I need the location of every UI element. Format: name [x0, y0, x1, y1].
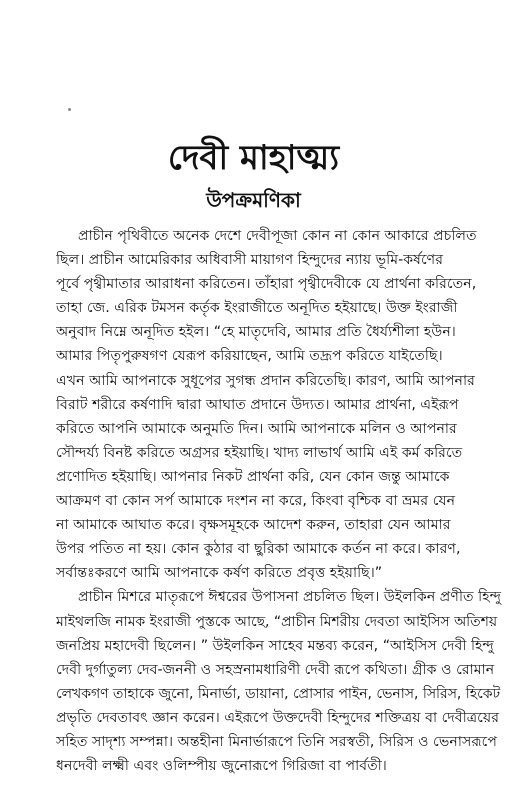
text-line: প্রণোদিত হইয়াছি। আপনার নিকট প্রার্থনা করি, যেন কোন জন্তু আমাকে [56, 468, 450, 485]
text-line: লেখকগণ তাহাকে জুনো, মিনার্ভা, ডায়ানা, প্রোসার পাইন, ভেনাস, সিরিস, হিকেট [56, 685, 501, 702]
text-line: সর্বান্তঃকরণে আমি আপনাকে কর্ষণ করিতে প্রবৃত্ত হইয়াছি।” [56, 565, 383, 582]
text-line: সৌন্দর্য্য বিনষ্ট করিতে অগ্রসর হইয়াছি। খাদ্য লাভার্থ আমি এই কর্ম করিতে [56, 444, 463, 461]
text-line: না আমাকে আঘাত করে। বৃক্ষসমূহকে আদেশ করুন, তাহারা যেন আমার [56, 517, 451, 534]
text-line: প্রাচীন পৃথিবীতে অনেক দেশে দেবীপূজা কোন না কোন আকারে প্রচলিত [78, 228, 477, 244]
text-line: মাইথলজি নামক ইংরাজী পুস্তকে আছে, “প্রাচীন মিশরীয় দেবতা আইসিস অতিশয় [56, 613, 498, 630]
text-line: প্রাচীন মিশরে মাতৃরূপে ঈশ্বরের উপাসনা প্রচলিত ছিল। উইলকিন প্রণীত হিন্দু [78, 589, 502, 606]
page-speck [68, 108, 71, 111]
section-subtitle: উপক্রমণিকা [206, 188, 301, 212]
text-line: এখন আমি আপনাকে সুধূপের সুগন্ধ প্রদান করিতেছি। কারণ, আমি আপনার [56, 372, 475, 389]
text-line: উপর পতিত না হয়। কোন কুঠার বা ছুরিকা আমাকে কর্তন না করে। কারণ, [56, 541, 461, 558]
text-line: ধনদেবী লক্ষ্মী এবং ওলিম্পীয় জুনোরূপে গিরিজা বা পার্বতী। [56, 758, 387, 775]
text-line: ছিল। প্রাচীন আমেরিকার অধিবাসী মায়াগণ হিন্দুদের ন্যায় ভূমি-কর্ষণের [56, 252, 444, 269]
text-line: পূর্বে পৃথ্বীমাতার আরাধনা করিতেন। তাঁহারা পৃথ্বীদেবীকে যে প্রার্থনা করিতেন, [56, 276, 477, 293]
text-line: বিরাট শরীরে কর্ষণাদি দ্বারা আঘাত প্রদানে উদ্যত। আমার প্রার্থনা, এইরূপ [56, 396, 459, 413]
text-line: আক্রমণ বা কোন সর্প আমাকে দংশন না করে, কিংবা বৃশ্চিক বা ভ্রমর যেন [56, 493, 456, 510]
paragraph-2 [56, 585, 504, 778]
text-line: তাহা জে. এরিক টমসন কর্তৃক ইংরাজীতে অনূদিত হইয়াছে। উক্ত ইংরাজী [56, 300, 458, 317]
text-line: সহিত সাদৃশ্য সম্পন্না। অন্তহীনা মিনার্ভারূপে তিনি সরস্বতী, সিরিস ও ভেনাসরূপে [56, 733, 498, 750]
body-text [56, 224, 504, 778]
paragraph-1 [56, 224, 504, 585]
text-line: অনুবাদ নিম্নে অনূদিত হইল। “হে মাতৃদেবি, আমার প্রতি ধৈর্য্যশীলা হউন। [56, 324, 456, 341]
text-line: জনপ্রিয় মহাদেবী ছিলেন। ” উইলকিন সাহেব মন্তব্য করেন, “আইসিস দেবী হিন্দু [56, 637, 494, 654]
text-line: করিতে আপনি আমাকে অনুমতি দিন। আমি আপনাকে মলিন ও আপনার [56, 420, 457, 437]
page-title: দেবী মাহাত্ম্য [167, 138, 340, 178]
text-line: দেবী দুর্গাতুল্য দেব-জননী ও সহস্রনামধারিণী দেবী রূপে কথিতা। গ্রীক ও রোমান [56, 661, 495, 678]
text-line: আমার পিতৃপুরুষগণ যেরূপ করিয়াছেন, আমি তদ্রূপ করিতে যাইতেছি। [56, 348, 443, 365]
text-line: প্রভৃতি দেবতাবৎ জ্ঞান করেন। এইরূপে উক্তদেবী হিন্দুদের শক্তিত্রয় বা দেবীত্রয়ের [56, 709, 500, 726]
